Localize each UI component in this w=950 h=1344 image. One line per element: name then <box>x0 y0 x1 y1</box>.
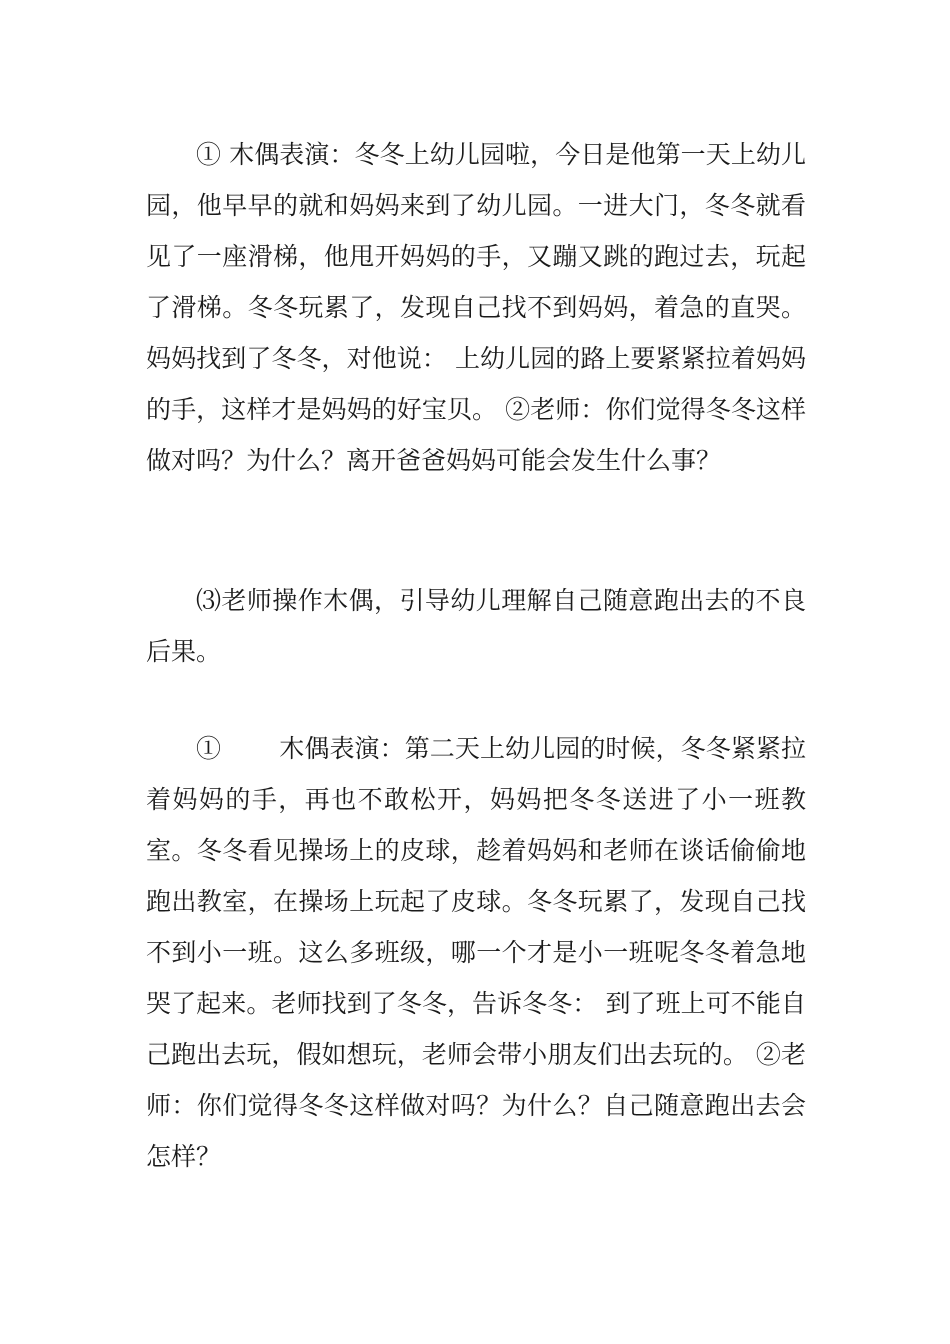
paragraph-teacher-operates-puppet: ⑶老师操作木偶，引导幼儿理解自己随意跑出去的不良后果。 <box>146 586 806 666</box>
paragraph-puppet-show-day-two: ① 木偶表演：第二天上幼儿园的时候，冬冬紧紧拉着妈妈的手，再也不敢松开，妈妈把冬冬送进了小一班教室。冬冬看见操场上的皮球，趁着妈妈和老师在谈话偷偷地跑出教室，在操场上玩起了皮球。冬冬玩累了，发现自己找不到小一班。这么多班级，哪一个才是小一班呢冬冬着急地哭了起来。老师找到了冬冬，告诉冬冬： 到了班上可不能自己跑出去玩，假如想玩，老师会带小朋友们出去玩的。 ②老师：你们觉得冬冬这样做对吗？为什么？自己随意跑出去会怎样？ <box>146 734 806 1171</box>
paragraph-puppet-show-day-one: ① 木偶表演：冬冬上幼儿园啦，今日是他第一天上幼儿园，他早早的就和妈妈来到了幼儿园。一进大门，冬冬就看见了一座滑梯，他甩开妈妈的手，又蹦又跳的跑过去，玩起了滑梯。冬冬玩累了，发现自己找不到妈妈，着急的直哭。妈妈找到了冬冬，对他说： 上幼儿园的路上要紧紧拉着妈妈的手，这样才是妈妈的好宝贝。 ②老师：你们觉得冬冬这样做对吗？为什么？离开爸爸妈妈可能会发生什么事？ <box>146 140 806 475</box>
